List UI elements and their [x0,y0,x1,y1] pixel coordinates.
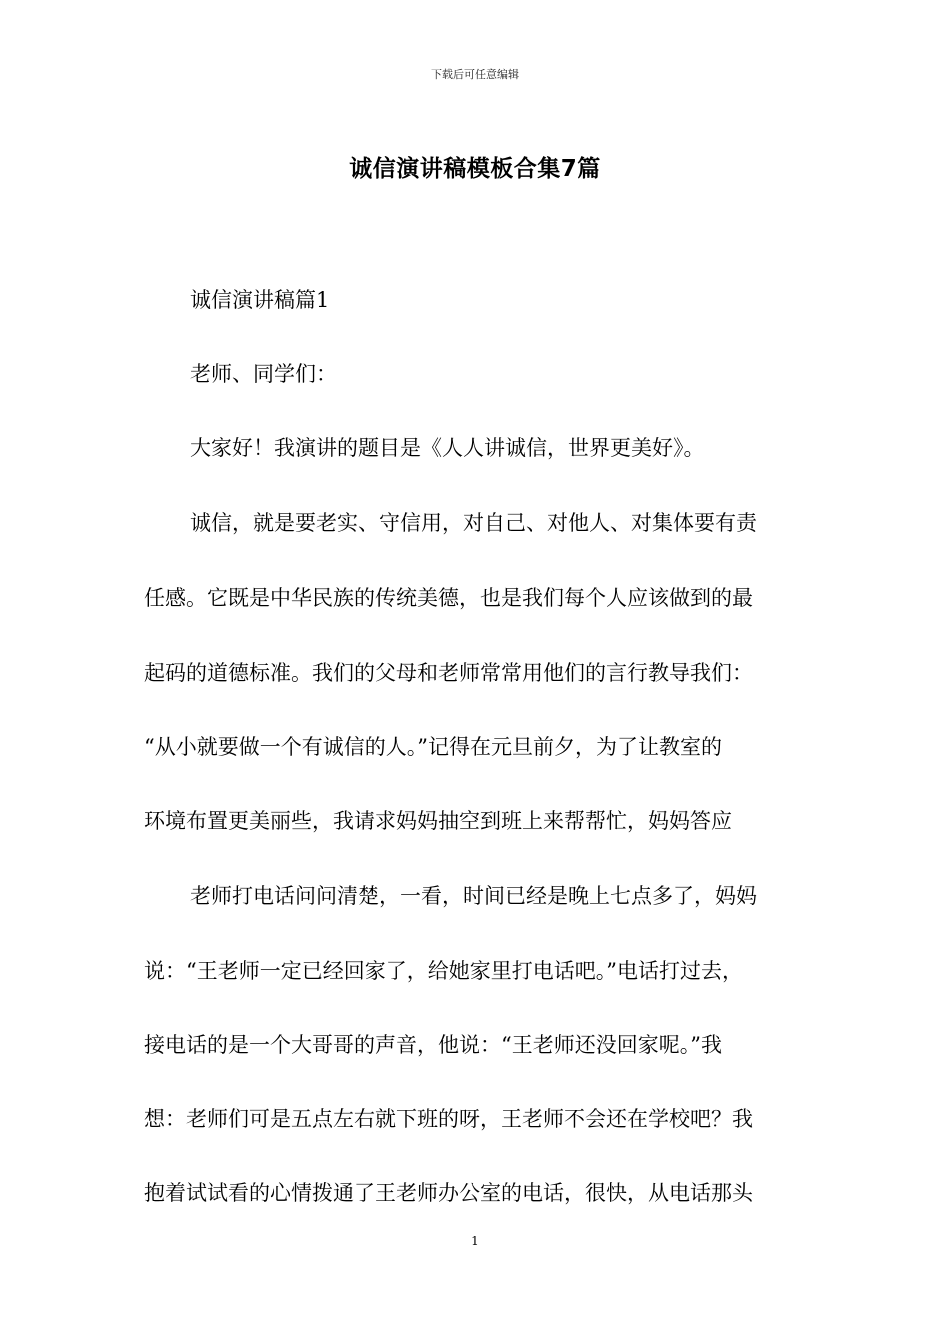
section-heading: 诚信演讲稿篇1 [190,288,330,312]
paragraph-line: “从小就要做一个有诚信的人。”记得在元旦前夕，为了让教室的 [144,735,722,759]
page-number: 1 [471,1234,479,1248]
paragraph-line: 想：老师们可是五点左右就下班的呀，王老师不会还在学校吧？我 [144,1107,753,1131]
paragraph-line: 接电话的是一个大哥哥的声音，他说：“王老师还没回家呢。”我 [144,1033,722,1057]
page-header-note: 下载后可任意编辑 [431,68,519,81]
paragraph-line: 说：“王老师一定已经回家了，给她家里打电话吧。”电话打过去， [144,959,743,983]
document-title: 诚信演讲稿模板合集7篇 [349,156,601,182]
salutation-line: 老师、同学们： [190,362,337,386]
paragraph-line: 大家好！我演讲的题目是《人人讲诚信，世界更美好》。 [190,436,705,460]
paragraph-line: 诚信，就是要老实、守信用，对自己、对他人、对集体要有责 [190,511,757,535]
paragraph-line: 起码的道德标准。我们的父母和老师常常用他们的言行教导我们： [144,661,753,685]
paragraph-line: 环境布置更美丽些，我请求妈妈抽空到班上来帮帮忙，妈妈答应 [144,809,732,833]
paragraph-line: 老师打电话问问清楚，一看，时间已经是晚上七点多了，妈妈 [190,884,757,908]
paragraph-line: 抱着试试看的心情拨通了王老师办公室的电话，很快，从电话那头 [144,1181,753,1205]
paragraph-line: 任感。它既是中华民族的传统美德，也是我们每个人应该做到的最 [144,586,753,610]
